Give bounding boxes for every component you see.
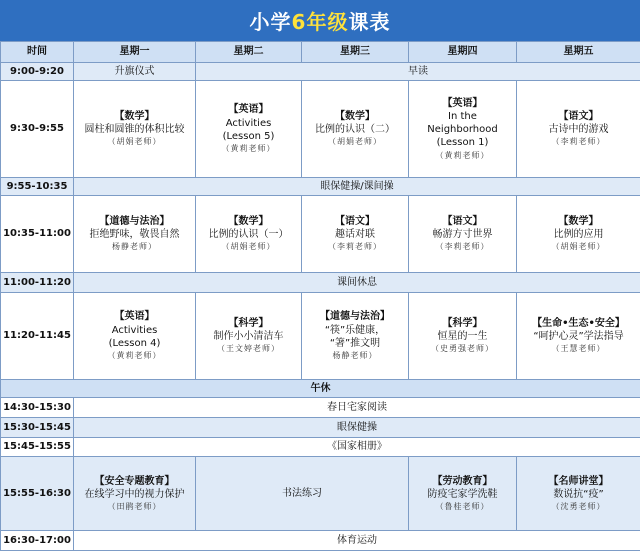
class-cell (409, 293, 517, 380)
span-cell: 书法练习 (196, 457, 409, 531)
table-row (1, 438, 640, 457)
table-row (1, 398, 640, 418)
time-cell: 9:00-9:20 (1, 63, 74, 81)
subject-label: 【语文】 (442, 216, 483, 228)
header-friday: 星期五 (517, 42, 640, 63)
lesson-title: 拒绝野味，敬畏自然 (89, 229, 180, 241)
lesson-title: Neighborhood (427, 124, 498, 136)
subject-label: 【科学】 (442, 318, 483, 330)
span-cell: 《国家相册》 (74, 438, 640, 457)
lesson-title: Activities (111, 324, 158, 336)
span-cell: 春日宅家阅读 (74, 398, 640, 418)
class-cell (517, 196, 640, 273)
lesson-title: “筷”乐健康， (324, 324, 386, 336)
span-cell: 体育运动 (74, 531, 640, 551)
lesson-title: Activities (225, 117, 272, 129)
lesson-title: “呵护心灵”学法指导 (533, 331, 624, 343)
teacher-name: 杨静老师） (112, 242, 157, 252)
subject-label: 【数学】 (114, 111, 155, 123)
class-cell (409, 196, 517, 273)
lesson-title: 比例的认识（二） (315, 124, 395, 136)
time-cell: 9:30-9:55 (1, 81, 74, 178)
lesson-title: 比例的认识（一） (208, 229, 289, 241)
lesson-title: (Lesson 4) (108, 337, 161, 349)
time-cell: 11:20-11:45 (1, 293, 74, 380)
lesson-title: (Lesson 1) (436, 137, 489, 149)
header-wednesday: 星期三 (302, 42, 409, 63)
table-row (1, 178, 640, 196)
time-cell: 11:00-11:20 (1, 273, 74, 293)
time-cell: 10:35-11:00 (1, 196, 74, 273)
title-suffix: 课表 (348, 10, 391, 34)
subject-label: 【数学】 (228, 216, 269, 228)
subject-label: 【安全专题教育】 (94, 475, 175, 487)
teacher-name: （史勇强老师） (431, 344, 494, 354)
lesson-title: In the (448, 111, 477, 123)
class-cell (409, 81, 517, 178)
class-cell (517, 457, 640, 531)
lesson-title: 古诗中的游戏 (548, 124, 609, 136)
header-row (1, 42, 640, 63)
teacher-name: （田鹃老师） (107, 501, 162, 511)
teacher-name: （李莉老师） (551, 137, 606, 147)
teacher-name: （鲁桂老师） (435, 501, 490, 511)
teacher-name: （胡娟老师） (328, 137, 382, 147)
table-row (1, 293, 640, 380)
subject-label: 【科学】 (228, 318, 269, 330)
subject-label: 【劳动教育】 (432, 475, 493, 487)
time-cell: 15:45-15:55 (1, 438, 74, 457)
teacher-name: 杨静老师） (332, 351, 378, 360)
subject-label: 【生命•生态•安全】 (532, 318, 625, 330)
teacher-name: （王慧老师） (551, 344, 606, 354)
subject-label: 【数学】 (335, 111, 375, 123)
class-cell (74, 81, 196, 178)
subject-label: 【英语】 (442, 97, 483, 109)
lesson-title: 比例的应用 (553, 229, 604, 241)
table-row (1, 196, 640, 273)
span-cell: 早读 (196, 63, 640, 81)
lesson-title: 圆柱和圆锥的体积比较 (84, 124, 185, 136)
teacher-name: （王文婷老师） (217, 344, 280, 354)
span-cell: 眼保健操 (74, 418, 640, 438)
header-thursday: 星期四 (409, 42, 517, 63)
subject-label: 【语文】 (558, 111, 599, 123)
lunch-break-row: 午休 (1, 380, 640, 398)
timetable (0, 41, 640, 551)
title-highlight: 6年级 (291, 10, 349, 34)
subject-label: 【道德与法治】 (99, 216, 170, 228)
time-cell: 16:30-17:00 (1, 531, 74, 551)
subject-label: 【数学】 (558, 216, 599, 228)
lesson-title: 畅游方寸世界 (432, 229, 493, 241)
table-row (1, 273, 640, 293)
subject-label: 【名师讲堂】 (548, 475, 609, 487)
teacher-name: （胡娟老师） (107, 137, 162, 147)
table-row (1, 81, 640, 178)
title-bar (0, 0, 640, 41)
table-row (1, 63, 640, 81)
span-cell: 眼保健操/课间操 (74, 178, 640, 196)
class-cell (302, 196, 409, 273)
lesson-title: 防疫宅家学洗鞋 (427, 488, 498, 500)
span-cell: 课间休息 (74, 273, 640, 293)
title-prefix: 小学 (249, 10, 292, 34)
teacher-name: （沈勇老师） (551, 501, 606, 511)
time-cell: 15:55-16:30 (1, 457, 74, 531)
time-cell: 15:30-15:45 (1, 418, 74, 438)
teacher-name: （黄莉老师） (221, 144, 276, 153)
table-row (1, 380, 640, 398)
lesson-title: 趣话对联 (335, 229, 375, 241)
monday-cell: 升旗仪式 (74, 63, 196, 81)
class-cell (302, 81, 409, 178)
lesson-title: 恒星的一生 (437, 331, 488, 343)
subject-label: 【英语】 (114, 311, 155, 323)
header-monday: 星期一 (74, 42, 196, 63)
page-title (250, 6, 391, 35)
class-cell (409, 457, 517, 531)
teacher-name: （李莉老师） (435, 242, 490, 252)
subject-label: 【道德与法治】 (320, 311, 390, 323)
time-cell: 14:30-15:30 (1, 398, 74, 418)
class-cell (196, 196, 302, 273)
class-cell (196, 81, 302, 178)
teacher-name: （李莉老师） (328, 242, 382, 252)
class-cell (302, 293, 409, 380)
header-tuesday: 星期二 (196, 42, 302, 63)
teacher-name: （黄莉老师） (435, 150, 490, 160)
subject-label: 【语文】 (335, 216, 375, 228)
lesson-title: 在线学习中的视力保护 (84, 488, 185, 500)
class-cell (196, 293, 302, 380)
lesson-title: 制作小小清洁车 (213, 331, 284, 343)
teacher-name: （胡娟老师） (221, 242, 276, 252)
class-cell (517, 293, 640, 380)
table-row (1, 531, 640, 551)
subject-label: 【英语】 (228, 104, 269, 116)
lesson-title: 数说抗“疫” (553, 488, 604, 500)
lesson-title: (Lesson 5) (222, 130, 275, 142)
lesson-title: “箸”推文明 (329, 337, 381, 349)
table-row (1, 457, 640, 531)
class-cell (517, 81, 640, 178)
table-row (1, 418, 640, 438)
teacher-name: （黄莉老师） (107, 351, 162, 360)
time-cell: 9:55-10:35 (1, 178, 74, 196)
class-cell (74, 293, 196, 380)
teacher-name: （胡娟老师） (551, 242, 606, 252)
class-cell (74, 196, 196, 273)
class-cell (74, 457, 196, 531)
header-time: 时间 (1, 42, 74, 63)
